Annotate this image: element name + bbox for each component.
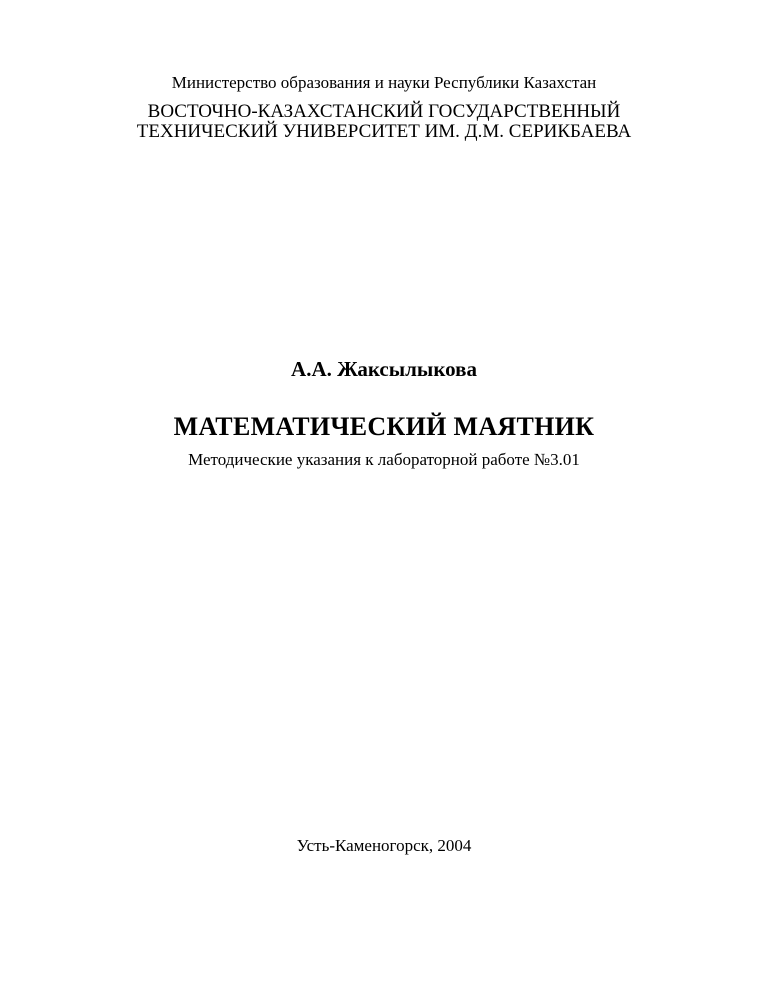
university-name-line-2: ТЕХНИЧЕСКИЙ УНИВЕРСИТЕТ ИМ. Д.М. СЕРИКБАЕВА <box>136 121 632 142</box>
author-name: А.А. Жаксылыкова <box>291 357 477 381</box>
ministry-name: Министерство образования и науки Республики Казахстан <box>171 73 597 92</box>
university-name-line-1: ВОСТОЧНО-КАЗАХСТАНСКИЙ ГОСУДАРСТВЕННЫЙ <box>147 101 621 122</box>
document-subtitle: Методические указания к лабораторной работе №3.01 <box>188 450 580 469</box>
publication-place-year: Усть-Каменогорск, 2004 <box>296 836 472 855</box>
document-title: МАТЕМАТИЧЕСКИЙ МАЯТНИК <box>173 412 595 441</box>
